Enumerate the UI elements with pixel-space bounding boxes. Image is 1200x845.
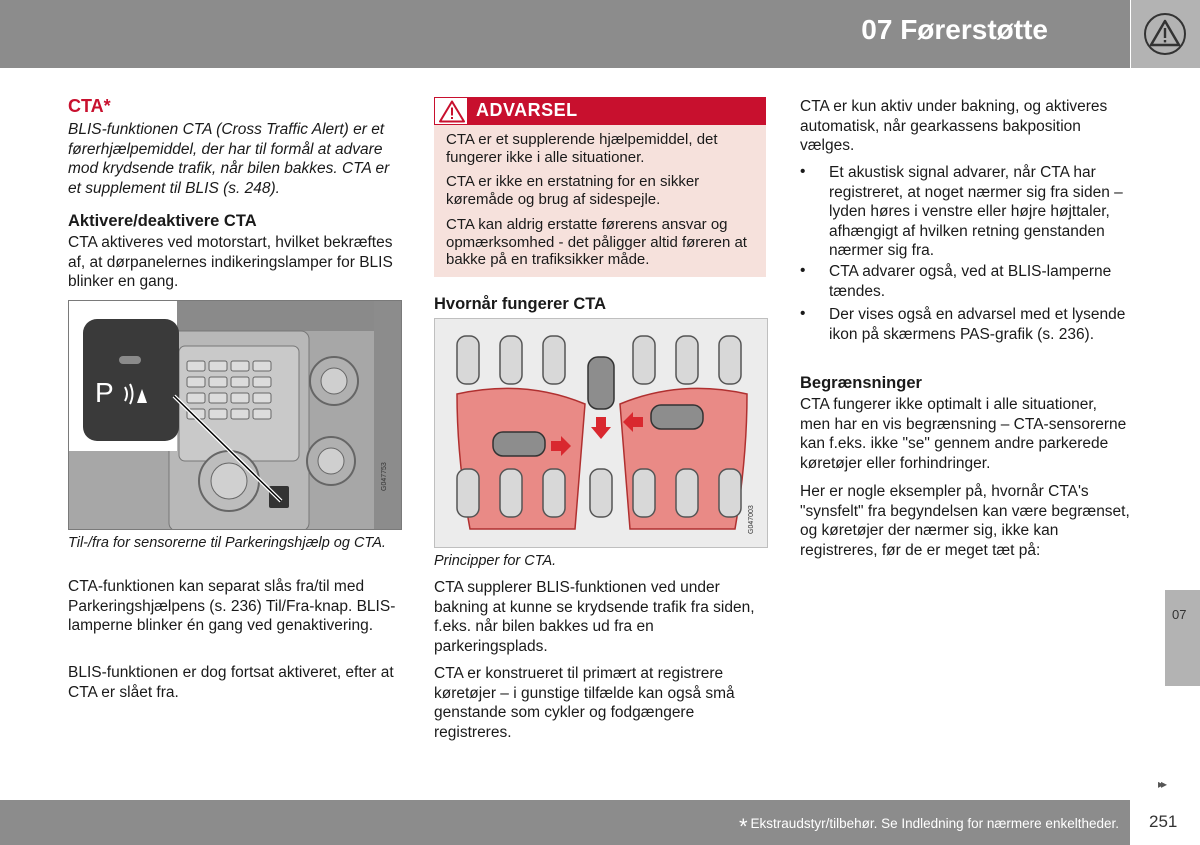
figure-code: G047003 bbox=[748, 505, 755, 534]
footnote-text: Ekstraudstyr/tilbehør. Se Indledning for nærmere enkeltheder. bbox=[750, 816, 1119, 831]
warning-text-2: CTA er ikke en erstatning for en sikker køremåde og brug af sidespejle. bbox=[446, 173, 700, 208]
next-page-arrows-icon: ▸▸ bbox=[1158, 777, 1165, 791]
header-bar bbox=[0, 0, 1130, 68]
bullet-text: Der vises også en advarsel med et lysende ikon på skærmens PAS-grafik (s. 236). bbox=[829, 306, 1126, 343]
bullet-text: Et akustisk signal advarer, når CTA har registreret, at noget nærmer sig fra siden – lyden høres i venstre eller højre højttaler, afhængigt af hvilken retning genstanden nærmer sig fra. bbox=[829, 164, 1123, 259]
footnote-star: * bbox=[738, 814, 748, 839]
park-assist-button-label: P bbox=[95, 377, 114, 408]
section-heading-cta: CTA* bbox=[68, 96, 111, 116]
subheading-when-works: Hvornår fungerer CTA bbox=[434, 295, 607, 313]
cta-intro: BLIS-funktionen CTA (Cross Traffic Alert) er et førerhjælpemiddel, der har til formål at advare mod krydsende trafik, når bilen bakkes. CTA er et supplement til BLIS (s. 248). bbox=[68, 121, 390, 197]
limitations-paragraph: CTA fungerer ikke optimalt i alle situationer, men har en vis begrænsning – CTA-sensorerne kan f.eks. ikke "se" gennem andre parkerede køretøjer eller forhindringer. bbox=[800, 396, 1127, 472]
figure-code: G047753 bbox=[381, 462, 388, 491]
cta-active-paragraph: CTA er kun aktiv under bakning, og aktiveres automatisk, når gearkassens bakposition vælges. bbox=[800, 98, 1108, 154]
parking-sensor-icon bbox=[119, 381, 147, 407]
figure-console-button bbox=[68, 300, 402, 530]
warning-triangle-icon bbox=[1143, 13, 1187, 55]
blis-still-active-paragraph: BLIS-funktionen er dog fortsat aktiveret, efter at CTA er slået fra. bbox=[68, 664, 394, 701]
activate-paragraph: CTA aktiveres ved motorstart, hvilket bekræftes af, at dørpanelernes indikeringslamper for BLIS blinker en gang. bbox=[68, 234, 393, 290]
figure-caption-2: Principper for CTA. bbox=[434, 553, 557, 569]
cta-principle-diagram bbox=[435, 319, 768, 548]
bullet-text: CTA advarer også, ved at BLIS-lamperne tændes. bbox=[829, 263, 1112, 300]
console-illustration bbox=[69, 301, 402, 530]
warning-text-1: CTA er et supplerende hjælpemiddel, det fungerer ikke i alle situationer. bbox=[446, 131, 718, 166]
cta-supplement-paragraph: CTA supplerer BLIS-funktionen ved under bakning at kunne se krydsende trafik fra siden, f.eks. når bilen bakkes ud fra en parkeringsplads. bbox=[434, 579, 755, 655]
warning-text-3: CTA kan aldrig erstatte førerens ansvar og opmærksomhed - det påligger altid føreren at bakke på en trafiksikker måde. bbox=[446, 216, 747, 268]
subheading-limitations: Begrænsninger bbox=[800, 374, 922, 392]
header-icon-box bbox=[1131, 0, 1200, 68]
footer-note bbox=[739, 814, 1119, 840]
figure-cta-principle bbox=[434, 318, 768, 548]
warning-title: ADVARSEL bbox=[476, 100, 578, 120]
warning-icon bbox=[439, 100, 465, 123]
figure-caption-1: Til-/fra for sensorerne til Parkeringshjælp og CTA. bbox=[68, 535, 386, 551]
subheading-activate: Aktivere/deaktivere CTA bbox=[68, 212, 257, 230]
warning-header bbox=[434, 97, 766, 125]
warning-box bbox=[434, 97, 766, 277]
chapter-tab-label: 07 bbox=[1172, 607, 1187, 622]
chapter-tab bbox=[1165, 590, 1200, 686]
cta-designed-paragraph: CTA er konstrueret til primært at registrere køretøjer – i gunstige tilfælde kan også små genstande som cykler og fodgængere registreres. bbox=[434, 665, 735, 741]
footer-bar bbox=[0, 800, 1130, 845]
chapter-title: 07 Førerstøtte bbox=[861, 14, 1048, 45]
page-number: 251 bbox=[1149, 812, 1178, 831]
separate-toggle-paragraph: CTA-funktionen kan separat slås fra/til med Parkeringshjælpens (s. 236) Til/Fra-knap. BLIS-lamperne blinker én gang ved genaktivering. bbox=[68, 578, 396, 634]
page-number-box bbox=[1131, 800, 1200, 845]
examples-paragraph: Her er nogle eksempler på, hvornår CTA's "synsfelt" fra begyndelsen kan være begrænset, og køretøjer der nærmer sig, ikke kan registreres, før de er meget tæt på: bbox=[800, 483, 1130, 559]
warning-icon-box bbox=[434, 97, 468, 125]
